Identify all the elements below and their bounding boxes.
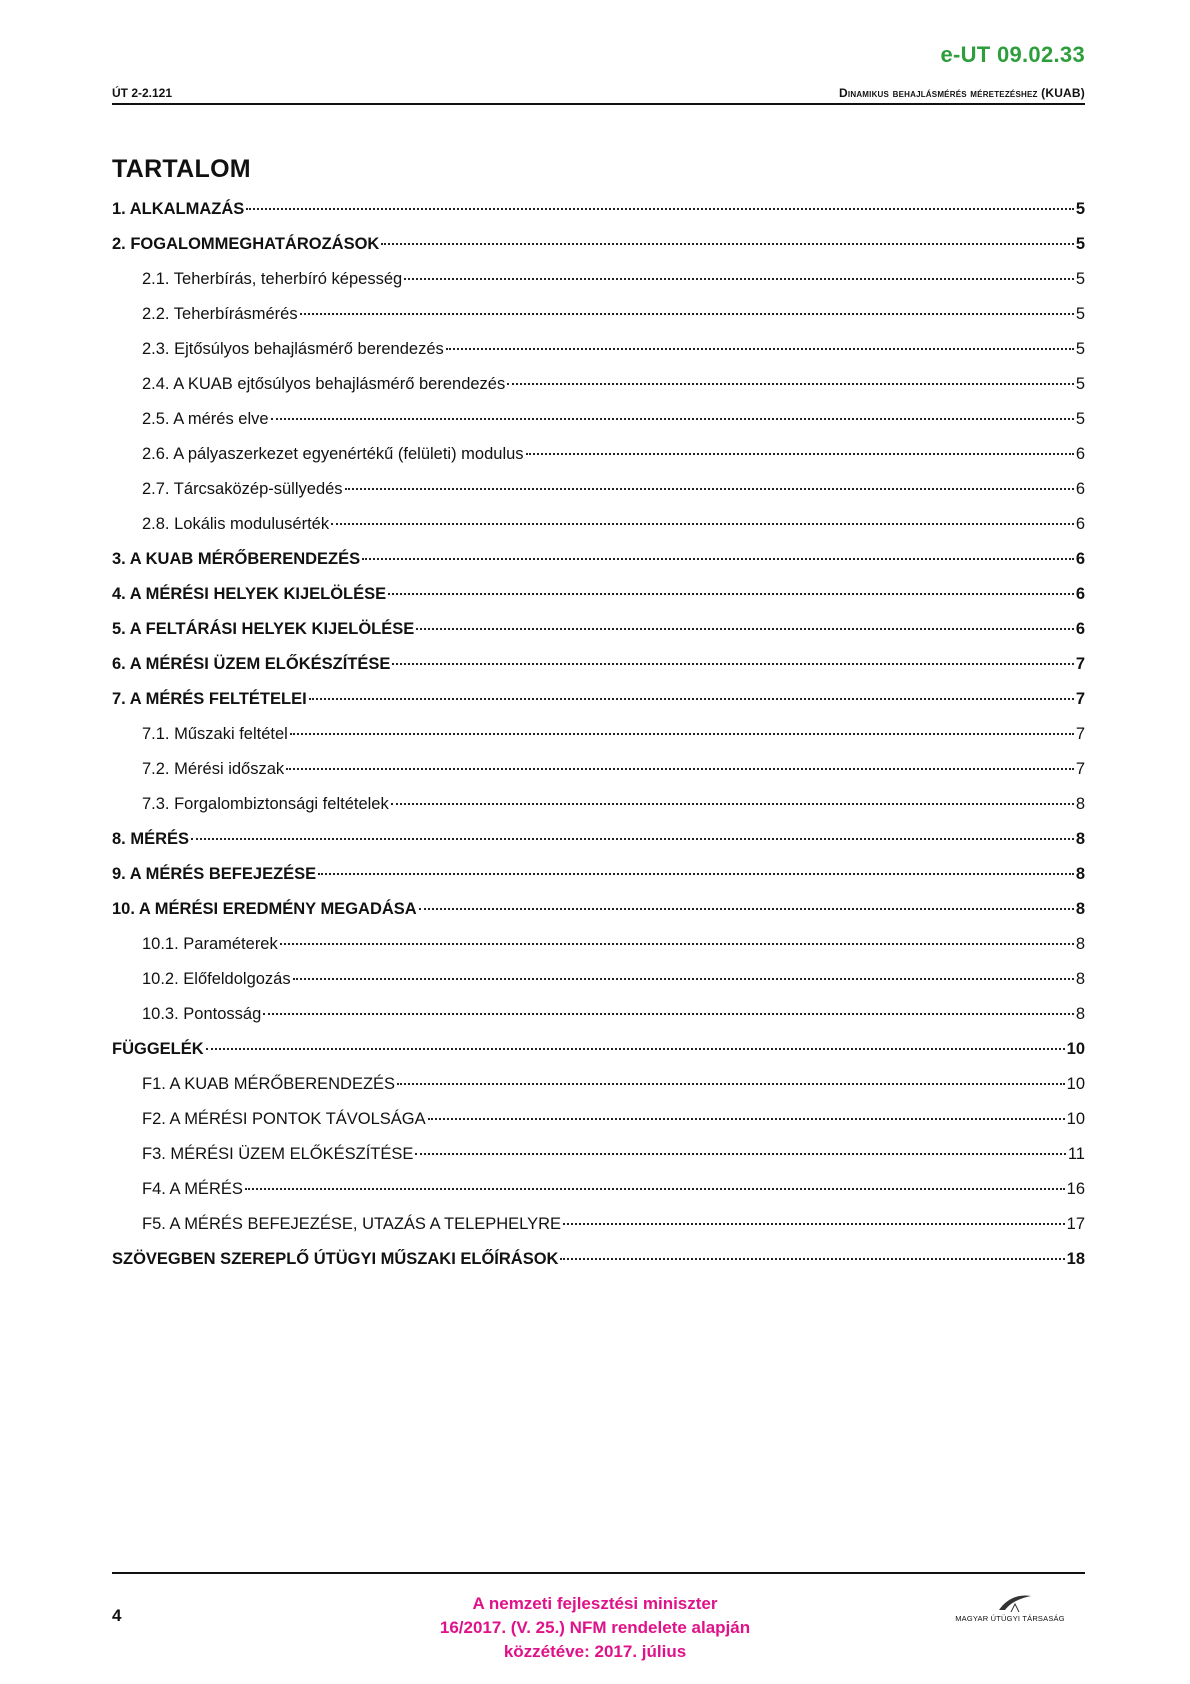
toc-subentry[interactable] [112,305,1085,340]
toc-dot-leader [415,1153,1065,1155]
toc-entry-page: 5 [1075,235,1085,253]
toc-entry-page: 7 [1075,760,1085,778]
toc-entry-page: 5 [1075,375,1085,393]
toc-entry-page: 17 [1066,1215,1085,1233]
toc-entry-page: 10 [1066,1040,1085,1058]
toc-entry-page: 6 [1075,620,1085,638]
toc-dot-leader [293,978,1074,980]
toc-entry-page: 5 [1075,305,1085,323]
toc-dot-leader [206,1048,1065,1050]
toc-title: TARTALOM [112,155,251,183]
table-of-contents [112,200,1085,1285]
toc-dot-leader [507,383,1074,385]
toc-entry-label: 2.2. Teherbírásmérés [142,305,298,323]
toc-dot-leader [191,838,1074,840]
toc-entry[interactable] [112,235,1085,270]
header-divider [112,103,1085,105]
toc-dot-leader [563,1223,1065,1225]
toc-entry-page: 7 [1075,655,1085,673]
toc-subentry[interactable] [112,970,1085,1005]
toc-dot-leader [416,628,1074,630]
publication-note-line: 16/2017. (V. 25.) NFM rendelete alapján [439,1618,751,1637]
toc-entry-page: 6 [1075,480,1085,498]
toc-entry[interactable] [112,550,1085,585]
toc-dot-leader [290,733,1074,735]
document-code: e-UT 09.02.33 [940,42,1085,67]
toc-entry-label: 7.2. Mérési időszak [142,760,285,778]
toc-entry-page: 10 [1066,1075,1085,1093]
toc-subentry[interactable] [112,795,1085,830]
toc-entry-page: 8 [1075,935,1085,953]
toc-entry-label: 2.4. A KUAB ejtősúlyos behajlásmérő berendezés [142,375,506,393]
toc-entry-page: 8 [1075,900,1085,918]
toc-entry-label: 7.1. Műszaki feltétel [142,725,288,743]
toc-dot-leader [280,943,1074,945]
toc-appendix-entry[interactable] [112,1215,1085,1250]
toc-entry-page: 11 [1067,1145,1085,1163]
road-swoosh-icon [997,1592,1033,1614]
toc-entry-label: 2.6. A pályaszerkezet egyenértékű (felületi) modulus [142,445,524,463]
toc-dot-leader [300,313,1074,315]
toc-entry-label: 2.8. Lokális modulusérték [142,515,330,533]
toc-entry-page: 8 [1075,970,1085,988]
toc-entry-label: 5. A FELTÁRÁSI HELYEK KIJELÖLÉSE [112,620,415,638]
toc-dot-leader [245,1188,1065,1190]
toc-entry-page: 5 [1075,340,1085,358]
toc-entry-page: 16 [1066,1180,1085,1198]
toc-entry-label: 2. FOGALOMMEGHATÁROZÁSOK [112,235,380,253]
toc-appendix-entry[interactable] [112,1110,1085,1145]
toc-entry-page: 7 [1075,725,1085,743]
toc-entry-label: 3. A KUAB MÉRŐBERENDEZÉS [112,550,361,568]
toc-entry-label: F4. A MÉRÉS [142,1180,243,1198]
toc-subentry[interactable] [112,375,1085,410]
toc-entry[interactable] [112,865,1085,900]
toc-dot-leader [309,698,1074,700]
toc-entry-page: 5 [1075,410,1085,428]
toc-subentry[interactable] [112,515,1085,550]
toc-dot-leader [526,453,1074,455]
toc-dot-leader [428,1118,1065,1120]
toc-entry[interactable] [112,585,1085,620]
toc-subentry[interactable] [112,480,1085,515]
toc-entry-label: 10.2. Előfeldolgozás [142,970,291,988]
toc-dot-leader [419,908,1074,910]
toc-subentry[interactable] [112,270,1085,305]
toc-entry-label: SZÖVEGBEN SZEREPLŐ ÚTÜGYI MŰSZAKI ELŐÍRÁSOK [112,1250,559,1268]
toc-subentry[interactable] [112,935,1085,970]
toc-entry-label: 10.3. Pontosság [142,1005,262,1023]
toc-entry-label: F1. A KUAB MÉRŐBERENDEZÉS [142,1075,396,1093]
toc-entry-page: 8 [1075,795,1085,813]
toc-subentry[interactable] [112,340,1085,375]
toc-entry-page: 18 [1066,1250,1085,1268]
toc-entry[interactable] [112,1250,1085,1285]
toc-entry-page: 10 [1066,1110,1085,1128]
toc-entry-label: 6. A MÉRÉSI ÜZEM ELŐKÉSZÍTÉSE [112,655,391,673]
toc-dot-leader [286,768,1074,770]
toc-entry-label: 7. A MÉRÉS FELTÉTELEI [112,690,307,708]
toc-subentry[interactable] [112,445,1085,480]
toc-dot-leader [362,558,1074,560]
toc-entry-label: 10.1. Paraméterek [142,935,278,953]
toc-entry[interactable] [112,1040,1085,1075]
toc-entry[interactable] [112,690,1085,725]
toc-entry-label: F2. A MÉRÉSI PONTOK TÁVOLSÁGA [142,1110,426,1128]
publication-note-line: A nemzeti fejlesztési miniszter [472,1594,718,1613]
toc-entry-page: 5 [1075,270,1085,288]
toc-entry-label: 2.7. Tárcsaközép-süllyedés [142,480,343,498]
toc-entry-label: 2.1. Teherbírás, teherbíró képesség [142,270,403,288]
toc-subentry[interactable] [112,1005,1085,1040]
publication-note-line: közzétéve: 2017. július [503,1642,687,1661]
toc-entry-page: 8 [1075,1005,1085,1023]
toc-entry-label: 4. A MÉRÉSI HELYEK KIJELÖLÉSE [112,585,387,603]
toc-entry-label: 8. MÉRÉS [112,830,190,848]
page-number: 4 [112,1606,122,1625]
toc-subentry[interactable] [112,760,1085,795]
toc-dot-leader [381,243,1073,245]
toc-dot-leader [392,663,1073,665]
toc-entry-page: 8 [1075,830,1085,848]
toc-entry-page: 6 [1075,585,1085,603]
toc-dot-leader [345,488,1074,490]
toc-appendix-entry[interactable] [112,1075,1085,1110]
toc-entry[interactable] [112,655,1085,690]
toc-appendix-entry[interactable] [112,1180,1085,1215]
toc-entry-page: 6 [1075,445,1085,463]
toc-dot-leader [560,1258,1064,1260]
toc-entry-label: 10. A MÉRÉSI EREDMÉNY MEGADÁSA [112,900,417,918]
toc-entry-page: 6 [1075,550,1085,568]
toc-dot-leader [318,873,1074,875]
toc-entry[interactable] [112,830,1085,865]
footer-divider [112,1572,1085,1574]
toc-dot-leader [246,208,1074,210]
toc-entry-label: 2.5. A mérés elve [142,410,269,428]
standard-id: ÚT 2-2.121 [112,86,173,100]
toc-entry-label: F3. MÉRÉSI ÜZEM ELŐKÉSZÍTÉSE [142,1145,414,1163]
toc-entry-page: 5 [1075,200,1085,218]
toc-dot-leader [271,418,1074,420]
toc-entry-page: 7 [1075,690,1085,708]
toc-dot-leader [391,803,1074,805]
toc-dot-leader [331,523,1074,525]
toc-entry-label: 7.3. Forgalombiztonsági feltételek [142,795,389,813]
toc-entry[interactable] [112,200,1085,235]
toc-dot-leader [263,1013,1074,1015]
document-running-title: Dinamikus behajlásmérés méretezéshez (KUAB) [839,86,1085,100]
toc-subentry[interactable] [112,725,1085,760]
toc-dot-leader [397,1083,1065,1085]
toc-entry-page: 6 [1075,515,1085,533]
toc-entry[interactable] [112,620,1085,655]
toc-entry[interactable] [112,900,1085,935]
toc-subentry[interactable] [112,410,1085,445]
toc-dot-leader [446,348,1074,350]
toc-dot-leader [404,278,1074,280]
toc-entry-label: 1. ALKALMAZÁS [112,200,245,218]
toc-entry-label: 2.3. Ejtősúlyos behajlásmérő berendezés [142,340,444,358]
toc-entry-label: 9. A MÉRÉS BEFEJEZÉSE [112,865,317,883]
toc-entry-page: 8 [1075,865,1085,883]
publisher-logo [935,1590,1085,1630]
toc-entry-label: FÜGGELÉK [112,1040,204,1058]
publisher-name: MAGYAR ÚTÜGYI TÁRSASÁG [955,1614,1065,1623]
publication-note [330,1592,860,1664]
toc-entry-label: F5. A MÉRÉS BEFEJEZÉSE, UTAZÁS A TELEPHELYRE [142,1215,562,1233]
toc-appendix-entry[interactable] [112,1145,1085,1180]
toc-dot-leader [388,593,1074,595]
